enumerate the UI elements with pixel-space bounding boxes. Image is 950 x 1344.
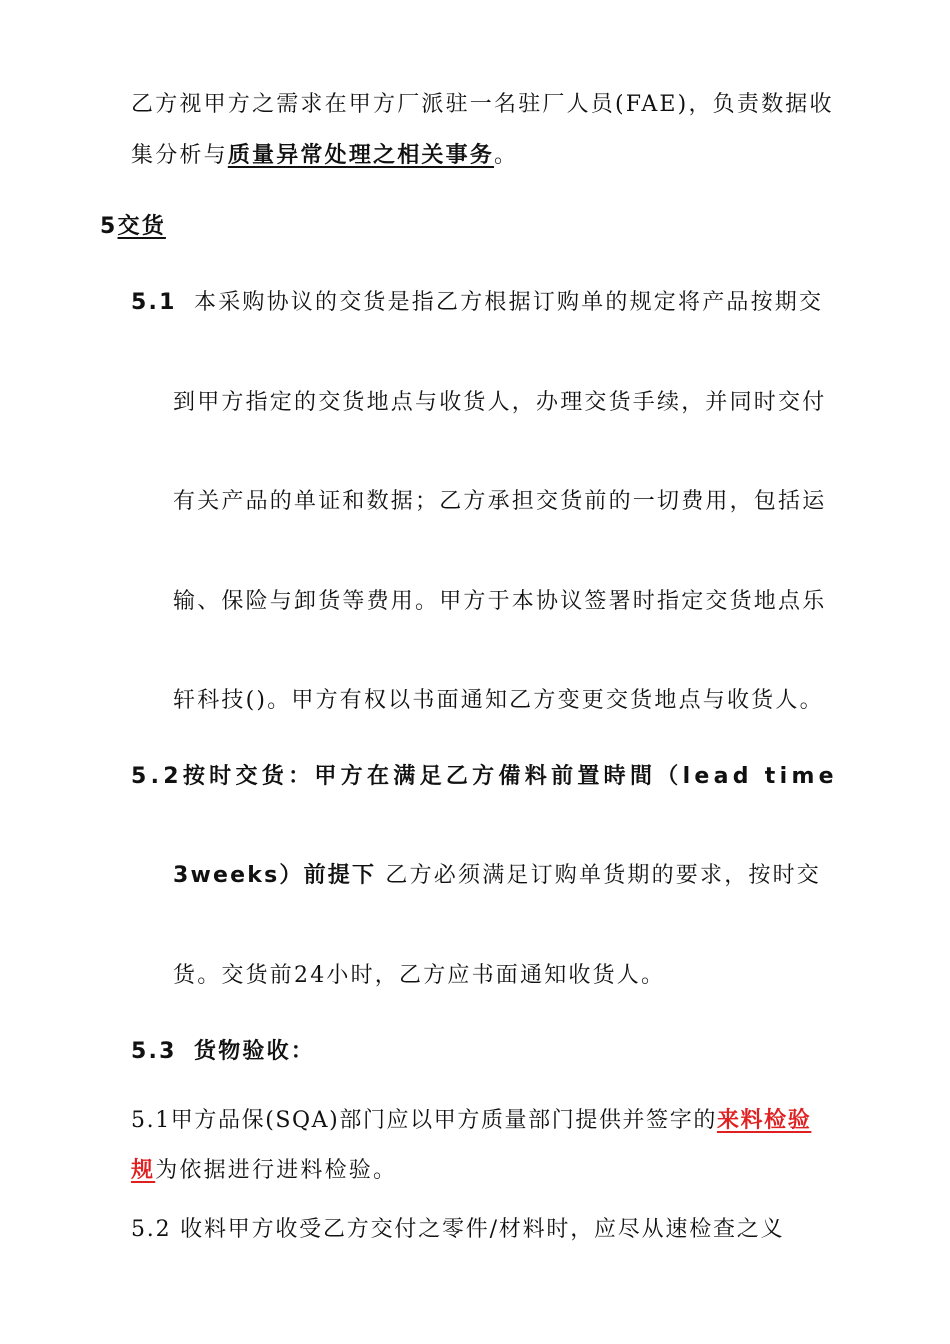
intro-line-2-pre: 集分析与 [131,143,228,168]
sub-5-1-post: 为依据进行进料检验。 [155,1158,398,1183]
clause-5-2-line-1: 5.2按时交货：甲方在满足乙方備料前置時間（lead time [131,764,838,789]
clause-5-2-line-2 [173,861,821,891]
clause-5-2-line-3: 货。交货前24小时，乙方应书面通知收货人。 [173,963,666,988]
inspection-standard-link: 来料检验 [716,1108,812,1133]
inspection-standard-link-cont: 规 [131,1158,156,1183]
intro-line-2-post: 。 [494,143,519,168]
sub-5-1-line-1 [131,1106,811,1136]
section-5-heading [100,212,166,242]
clause-5-3-number: 5.3 [131,1039,177,1064]
sub-5-1-text: 5.1甲方品保(SQA)部门应以甲方质量部门提供并签字的 [131,1108,717,1133]
clause-5-1-number: 5.1 [131,290,177,315]
clause-5-1-line-2: 到甲方指定的交货地点与收货人，办理交货手续，并同时交付 [173,390,827,415]
clause-5-1-line-4: 输、保险与卸货等费用。甲方于本协议签署时指定交货地点乐 [173,589,827,614]
section-5-title: 交货 [117,214,166,239]
sub-5-1-line-2 [131,1156,397,1186]
clause-5-2-bold-part: 3weeks）前提下 [173,863,377,888]
intro-underlined-phrase: 质量异常处理之相关事务 [227,143,495,168]
clause-5-1-line-3: 有关产品的单证和数据；乙方承担交货前的一切费用，包括运 [173,489,827,514]
clause-5-2-rest: 乙方必须满足订购单货期的要求，按时交 [376,863,821,888]
clause-5-1-line-1: 本采购协议的交货是指乙方根据订购单的规定将产品按期交 [194,290,824,315]
clause-5-1-line-5: 轩科技()。甲方有权以书面通知乙方变更交货地点与收货人。 [173,688,824,713]
sub-5-2-line-1: 5.2 收料甲方收受乙方交付之零件/材料时，应尽从速检查之义 [131,1217,785,1242]
intro-line-2 [131,141,518,171]
clause-5-3-title: 货物验收： [194,1039,316,1064]
section-5-number: 5 [100,214,118,239]
intro-line-1: 乙方视甲方之需求在甲方厂派驻一名驻厂人员(FAE)，负责数据收 [131,92,834,117]
